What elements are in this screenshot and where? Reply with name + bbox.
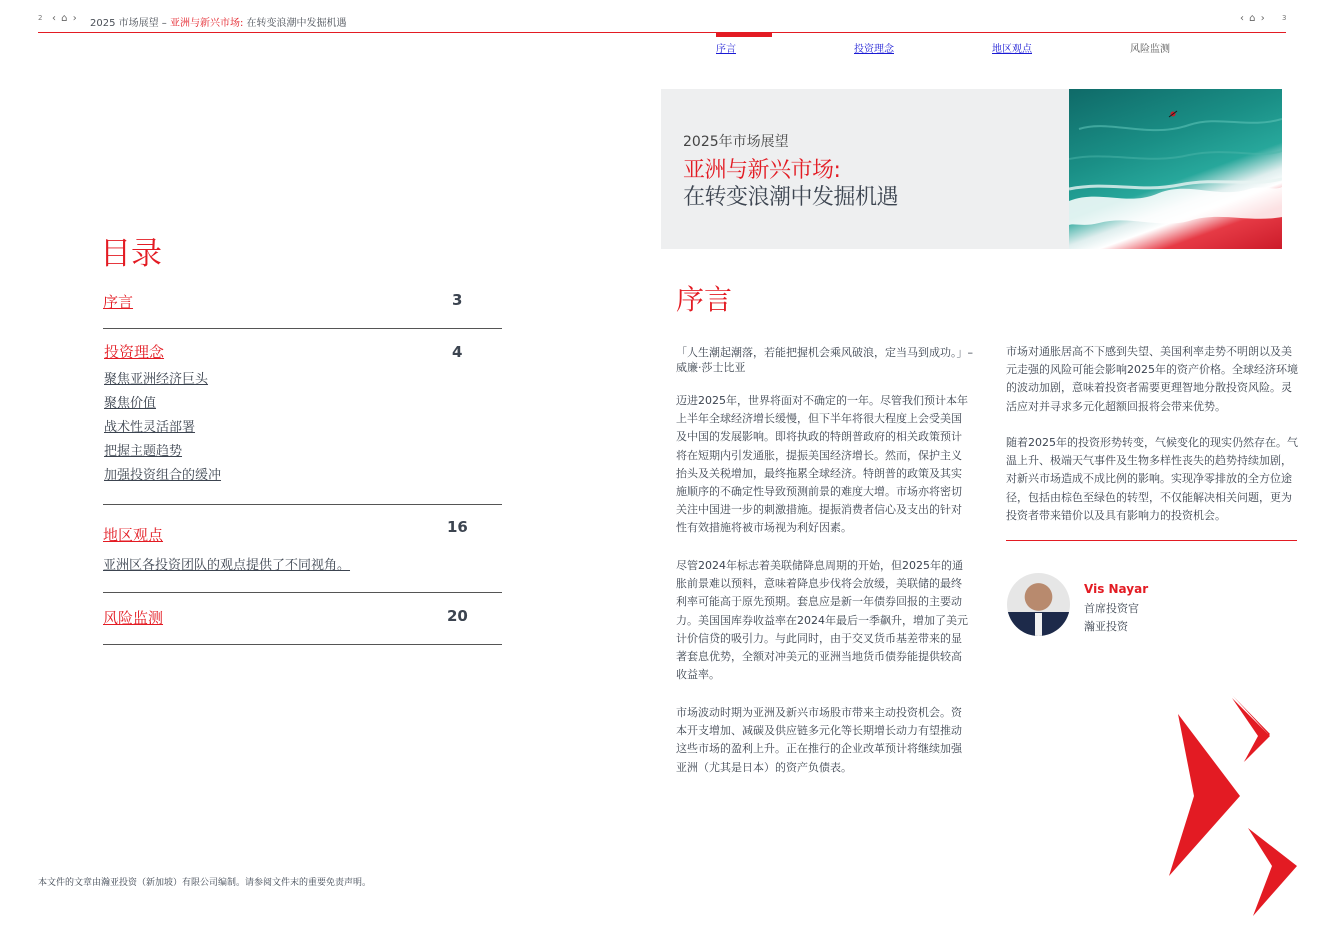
toc-title: 目录 <box>100 236 162 272</box>
active-tab-indicator <box>716 33 772 37</box>
toc-link-foreword[interactable]: 序言 <box>103 293 134 311</box>
tab-regional-views[interactable]: 地区观点 <box>992 44 1032 55</box>
toc-divider <box>103 592 502 593</box>
disclaimer-footer: 本文件的文章由瀚亚投资（新加坡）有限公司编制。请参阅文件末的重要免责声明。 <box>38 878 372 888</box>
toc-sub-link[interactable]: 战术性灵活部署 <box>104 420 196 435</box>
toc-sub-link[interactable]: 把握主题趋势 <box>104 444 183 459</box>
breadcrumb-highlight: 亚洲与新兴市场: <box>170 18 244 29</box>
foreword-quote: 「人生潮起潮落，若能把握机会乘风破浪，定当马到成功。」– 威廉·莎士比亚 <box>676 346 973 374</box>
foreword-paragraph: 市场对通胀居高不下感到失望、美国利率走势不明朗以及美元走强的风险可能会影响2025年的资产价格。全球经济环境的波动加剧，意味着投资者需要更理智地分散投资风险。灵活应对并寻求多元化超额回报将会带来优势。 <box>1006 345 1298 413</box>
toc-page-investment-ideas: 4 <box>452 343 463 361</box>
foreword-paragraph: 尽管2024年标志着美联储降息周期的开始，但2025年的通胀前景难以预料，意味着降息步伐将会放缓，美联储的最终利率可能高于原先预期。套息应是新一年债券回报的主要动力。美国国库券收益率在2024年最后一季飙升，增加了美元计价信贷的吸引力。与此同时，由于交叉货币基差带来的显著套息优势，全额对冲美元的亚洲当地货币债券能提供较高收益率。 <box>676 559 968 682</box>
toc-divider <box>103 328 502 329</box>
tab-risk-monitor[interactable]: 风险监测 <box>1130 44 1170 55</box>
tab-foreword[interactable]: 序言 <box>716 44 736 55</box>
hero-title-dark: 在转变浪潮中发掘机遇 <box>683 185 899 210</box>
foreword-paragraph: 随着2025年的投资形势转变，气候变化的现实仍然存在。气温上升、极端天气事件及生物多样性丧失的趋势持续加剧，对新兴市场造成不成比例的影响。实现净零排放的全方位途径，包括由棕色至绿色的转型，不仅能解决相关问题，更为投资者带来错价以及具有影响力的投资机会。 <box>1006 436 1298 522</box>
author-title: 首席投资官 <box>1084 602 1139 615</box>
hero-subtitle: 2025年市场展望 <box>683 134 789 150</box>
page-number-right: 3 <box>1282 14 1287 22</box>
section-divider <box>1006 540 1297 541</box>
breadcrumb-prefix: 2025 市场展望 – <box>90 18 170 29</box>
toc-page-regional-views: 16 <box>447 518 468 536</box>
breadcrumb <box>90 14 347 29</box>
author-name: Vis Nayar <box>1084 582 1149 596</box>
foreword-title: 序言 <box>676 283 733 316</box>
page-number-left: 2 <box>38 14 43 22</box>
page-nav-right[interactable]: ‹ ⌂ › <box>1240 13 1266 24</box>
author-company: 瀚亚投资 <box>1084 620 1128 633</box>
avatar-shirt <box>1035 613 1042 636</box>
author-avatar <box>1007 573 1070 636</box>
breadcrumb-suffix: 在转变浪潮中发掘机遇 <box>243 18 347 29</box>
toc-page-foreword: 3 <box>452 291 463 309</box>
header-divider <box>38 32 1286 33</box>
toc-sub-link[interactable]: 亚洲区各投资团队的观点提供了不同视角。 <box>103 558 351 573</box>
hero-banner <box>661 89 1282 249</box>
wave-foam-illustration <box>1069 89 1282 249</box>
page-header <box>38 13 1286 29</box>
toc-divider <box>103 504 502 505</box>
hero-wave-photo <box>1069 89 1282 249</box>
page-nav-left[interactable]: ‹ ⌂ › <box>52 13 78 24</box>
hero-title-red: 亚洲与新兴市场: <box>683 158 841 183</box>
brand-chevron-graphic <box>1140 690 1310 920</box>
toc-page-risk-monitor: 20 <box>447 607 468 625</box>
foreword-paragraph: 迈进2025年，世界将面对不确定的一年。尽管我们预计本年上半年全球经济增长缓慢，但下半年将很大程度上会受美国及中国的发展影响。即将执政的特朗普政府的相关政策预计将在短期内引发通胀，提振美国经济增长。然而，保护主义抬头及关税增加，最终拖累全球经济。特朗普的政策及其实施顺序的不确定性导致预测前景的难度大增。市场亦将密切关注中国进一步的刺激措施。提振消费者信心及支出的针对性有效措施将被市场视为利好因素。 <box>676 394 968 535</box>
toc-link-risk-monitor[interactable]: 风险监测 <box>103 609 164 627</box>
toc-divider <box>103 644 502 645</box>
tab-investment-ideas[interactable]: 投资理念 <box>854 44 894 55</box>
foreword-paragraph: 市场波动时期为亚洲及新兴市场股市带来主动投资机会。资本开支增加、减碳及供应链多元化等长期增长动力有望推动这些市场的盈利上升。正在推行的企业改革预计将继续加强亚洲（尤其是日本）的资产负债表。 <box>676 706 962 774</box>
toc-link-investment-ideas[interactable]: 投资理念 <box>104 343 165 361</box>
toc-sub-link[interactable]: 聚焦亚洲经济巨头 <box>104 372 209 387</box>
toc-sub-link[interactable]: 聚焦价值 <box>104 396 157 411</box>
toc-sub-link[interactable]: 加强投资组合的缓冲 <box>104 468 222 483</box>
toc-link-regional-views[interactable]: 地区观点 <box>103 526 164 544</box>
